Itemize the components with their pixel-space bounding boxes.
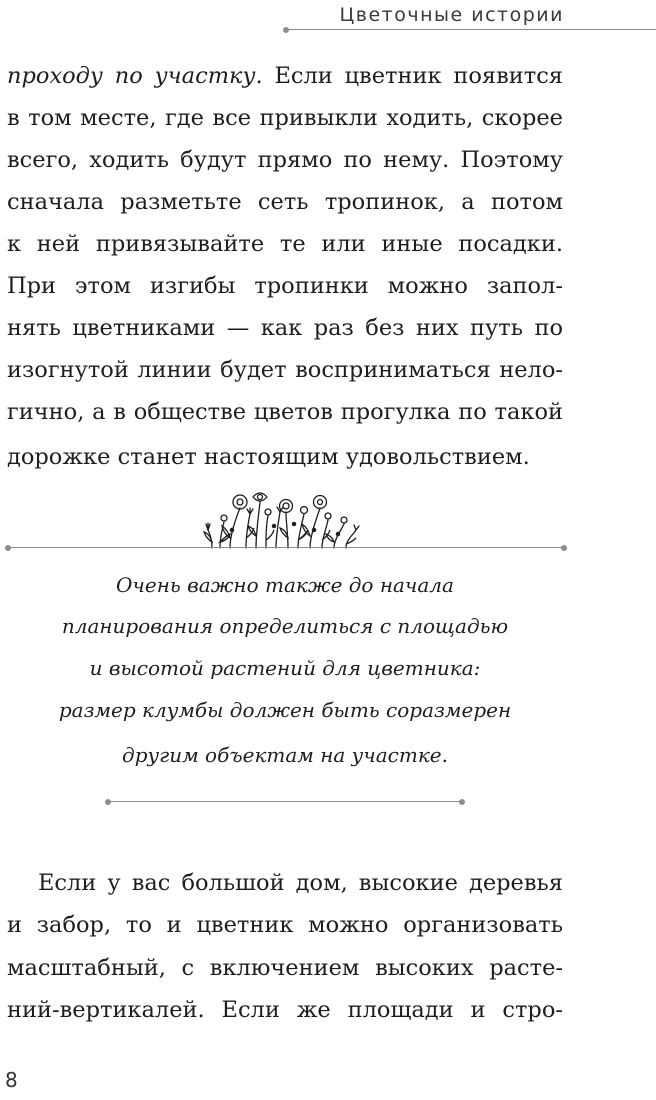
body-line: масштабный, с включением высоких расте- [7,955,563,981]
wildflowers-icon [202,490,364,550]
callout-top-rule [8,547,564,548]
body-line: При этом изгибы тропинки можно запол- [7,273,563,299]
body-line: гично, а в обществе цветов прогулка по такой [7,399,563,425]
body-line: всего, ходить будут прямо по нему. Поэтому [7,147,563,173]
body-line: дорожке станет настоящим удовольствием. [7,444,530,470]
body-line: к ней привязывайте те или иные посадки. [7,231,563,257]
callout-top-rule-dot-right [561,545,567,551]
header-rule [286,29,656,30]
callout-bottom-rule-dot-right [459,799,465,805]
italic-lead: проходу по участку. [7,63,263,89]
callout-top-rule-dot-left [5,545,11,551]
body-line: сначала разметьте сеть тропинок, а потом [7,189,563,215]
body-line: изогнутой линии будет восприниматься нело- [7,357,563,383]
callout-line: и высотой растений для цветника: [89,656,481,680]
callout-line: размер клумбы должен быть соразмерен [58,698,512,722]
body-line: в том месте, где все привыкли ходить, скорее [7,105,563,131]
body-line: и забор, то и цветник можно организовать [7,912,563,938]
callout-line: Очень важно также до начала [116,573,454,597]
callout-bottom-rule [108,801,462,802]
callout-bottom-rule-dot-left [105,799,111,805]
callout-line: другим объектам на участке. [122,743,448,767]
running-title: Цветочные истории [339,4,564,26]
header-rule-dot [283,27,289,33]
body-line: ний-вертикалей. Если же площади и стро- [7,997,563,1023]
body-text: Если цветник появится [262,63,563,89]
page-number: 8 [5,1068,18,1092]
body-line: нять цветниками — как раз без них путь по [7,315,563,341]
body-line: Если у вас большой дом, высокие деревья [38,870,563,896]
body-line [7,55,563,97]
callout-line: планирования определиться с площадью [61,614,509,638]
